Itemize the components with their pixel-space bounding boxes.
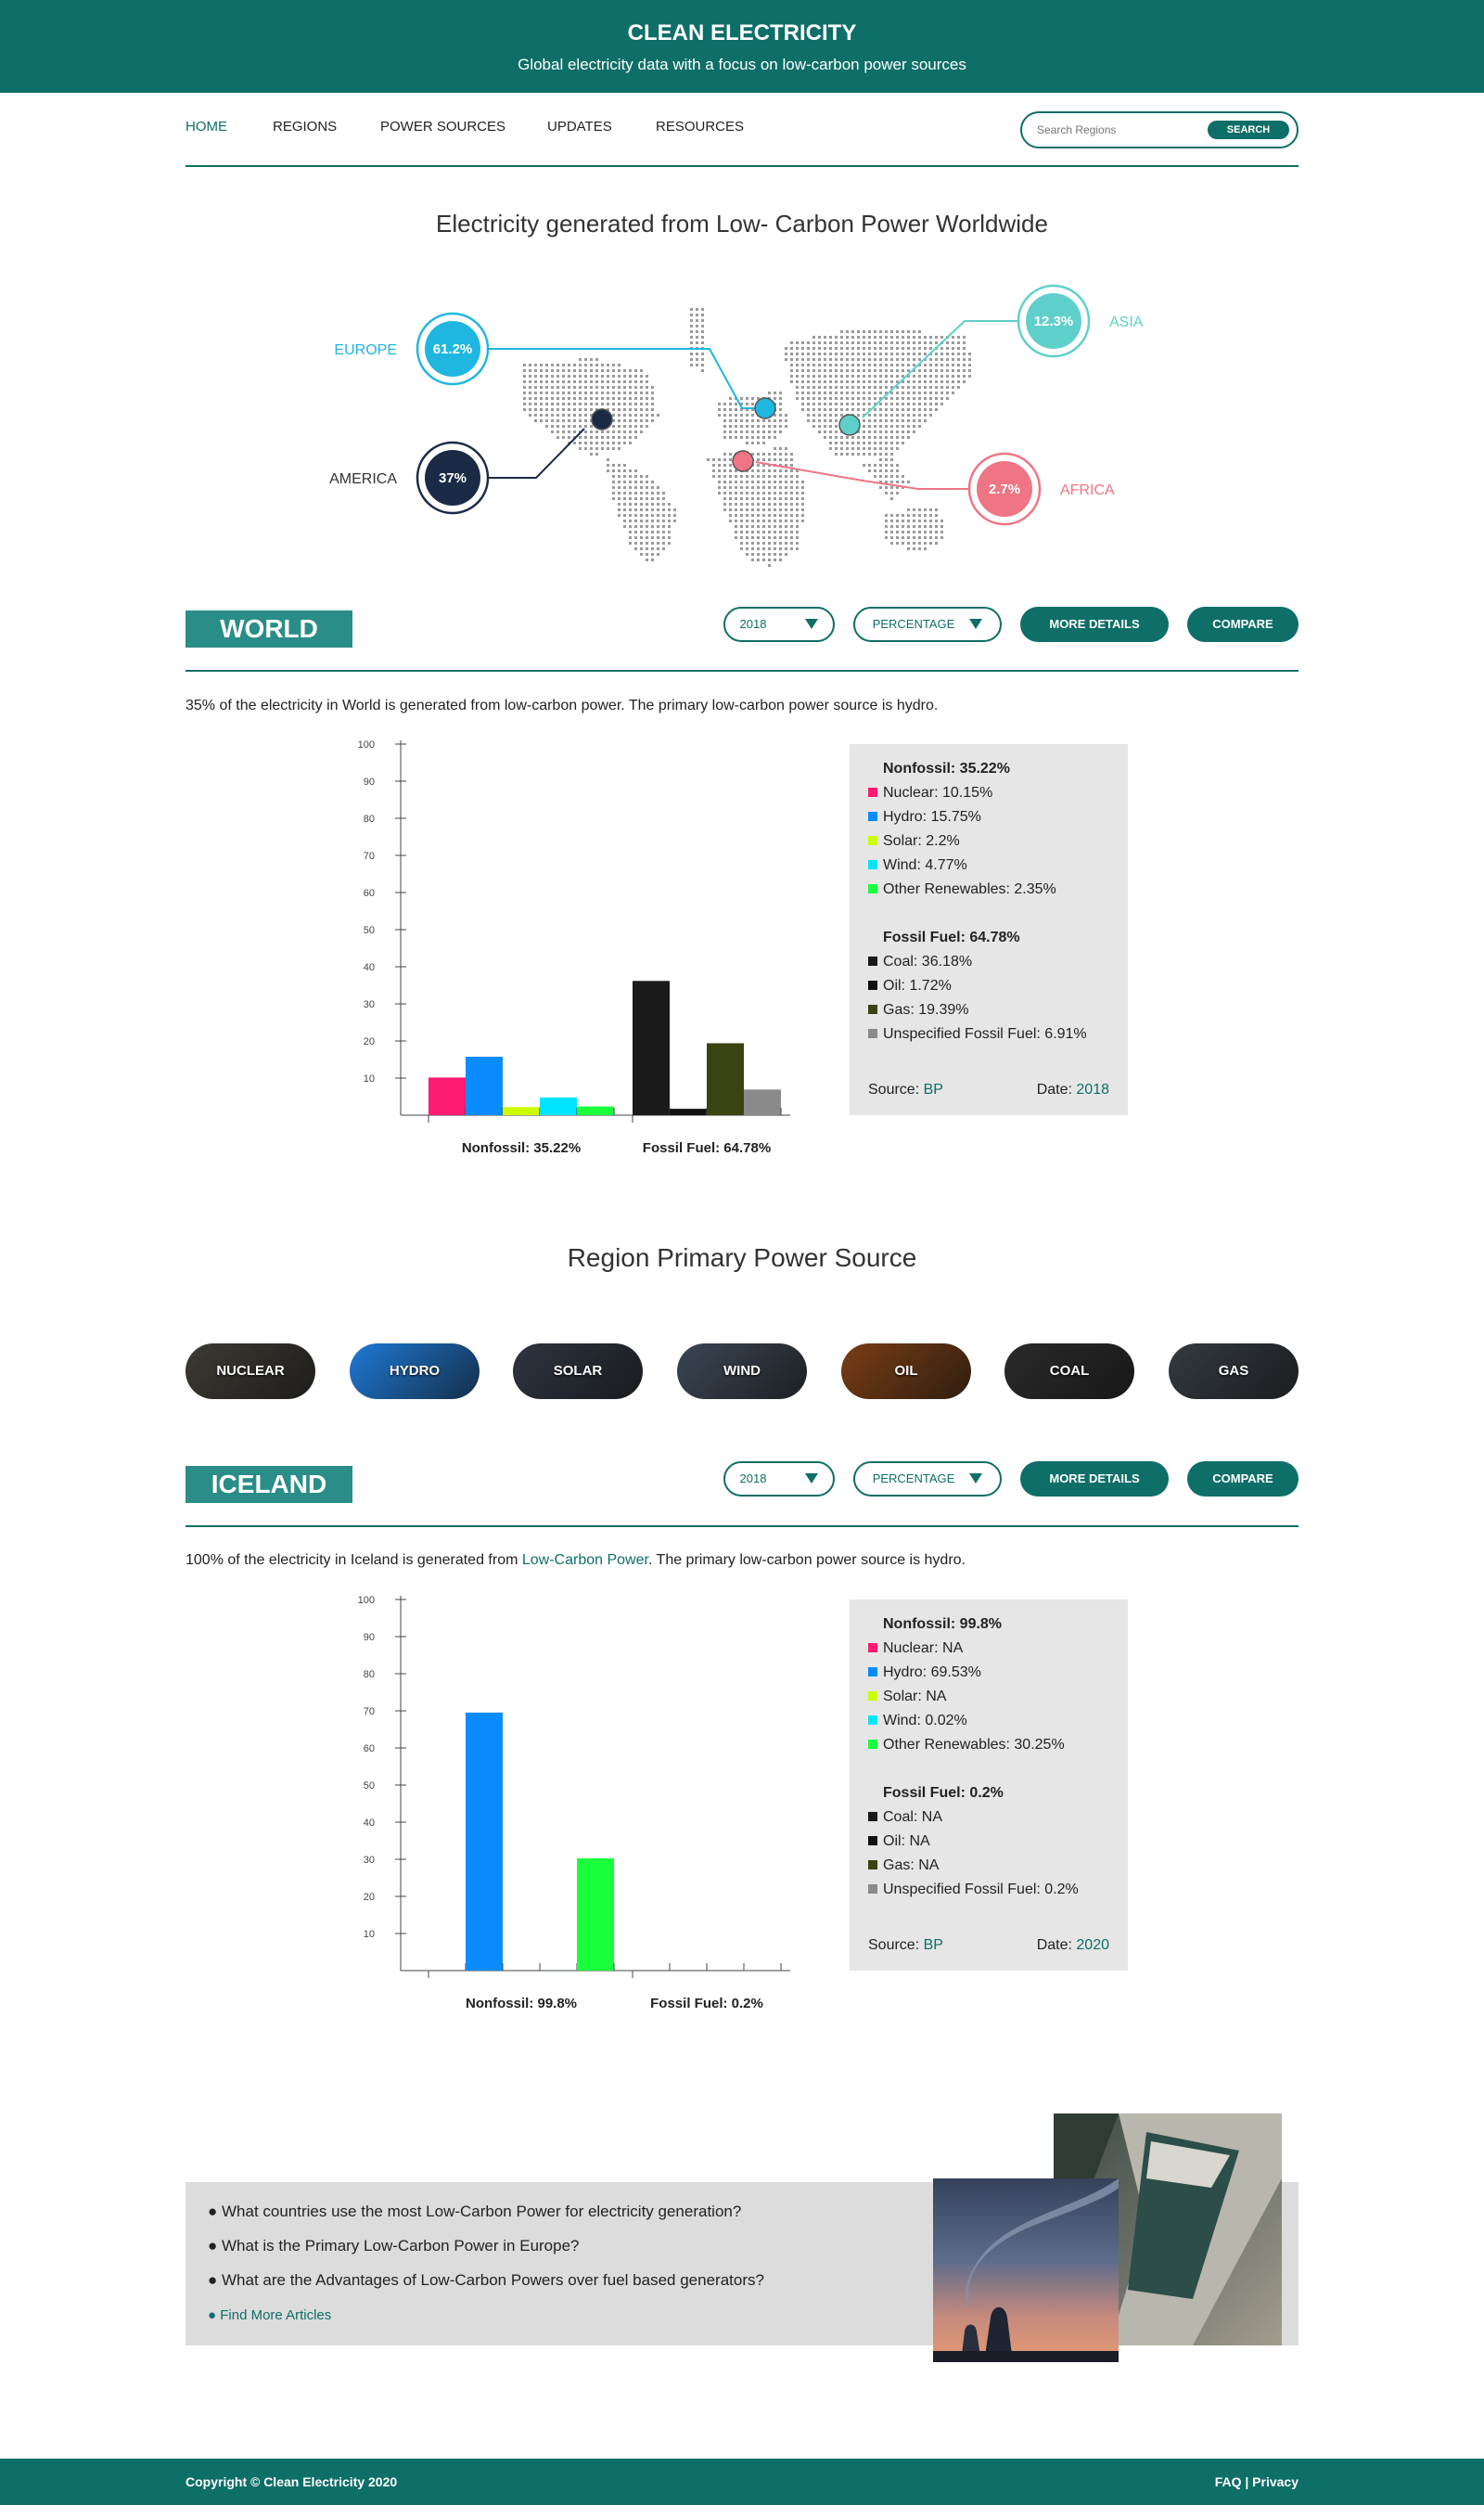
search-box <box>1020 111 1298 148</box>
swatch <box>868 1715 877 1725</box>
legend-item-oil <box>868 978 952 995</box>
region-value: 37% <box>438 470 467 486</box>
chevron-down-icon <box>805 619 818 629</box>
swatch <box>868 1643 877 1652</box>
copyright: Copyright © Clean Electricity 2020 <box>186 2474 398 2489</box>
chevron-down-icon <box>805 1473 818 1484</box>
legend-item-nuclear <box>868 1640 963 1657</box>
nav-home[interactable]: HOME <box>186 119 227 135</box>
swatch <box>868 1836 877 1845</box>
swatch <box>868 1884 877 1894</box>
legend-item-wind <box>868 1713 967 1729</box>
region-marker <box>592 409 612 430</box>
y-tick-label: 30 <box>363 999 375 1010</box>
region-value: 2.7% <box>988 482 1021 497</box>
region-value: 61.2% <box>432 341 473 357</box>
legend-item-coal <box>868 1809 942 1826</box>
map-dots <box>523 308 971 567</box>
source-link[interactable]: BP <box>923 1937 943 1953</box>
primary-source-title: Region Primary Power Source <box>567 1243 917 1272</box>
swatch <box>868 1667 877 1676</box>
bar-coal <box>633 981 670 1115</box>
iceland-legend <box>850 1599 1128 1971</box>
y-tick-label: 50 <box>363 1780 375 1792</box>
find-more-articles-link[interactable]: ● Find More Articles <box>208 2307 332 2323</box>
y-tick-label: 80 <box>363 814 375 825</box>
swatch <box>868 957 877 966</box>
source-link[interactable]: BP <box>923 1082 943 1098</box>
legend-item-nuclear <box>868 785 992 802</box>
legend-nonfossil-header: Nonfossil: 99.8% <box>883 1616 1003 1632</box>
legend-text: Nuclear: 10.15% <box>883 785 993 801</box>
legend-text: Wind: 4.77% <box>883 857 967 873</box>
bar-unspecified-fossil-fuel <box>744 1089 781 1115</box>
swatch <box>868 1029 877 1038</box>
nav-power-sources[interactable]: POWER SOURCES <box>380 119 506 135</box>
article-text: What countries use the most Low-Carbon Power for electricity generation? <box>222 2203 742 2220</box>
chevron-down-icon <box>969 619 982 629</box>
legend-item-unspecified <box>868 1026 1087 1043</box>
swatch <box>868 981 877 990</box>
swatch <box>868 1691 877 1701</box>
iceland-unit-select[interactable] <box>853 1461 1002 1497</box>
legend-source <box>868 1082 943 1098</box>
legend-item-hydro <box>868 809 981 826</box>
legend-item-other-renewables <box>868 1737 1065 1754</box>
bar-hydro <box>466 1713 503 1971</box>
swatch <box>868 788 877 797</box>
y-tick-label: 40 <box>363 1818 375 1829</box>
world-unit-select[interactable] <box>853 607 1002 642</box>
legend-item-gas <box>868 1002 969 1019</box>
world-legend <box>850 744 1128 1115</box>
source-pill-coal[interactable]: COAL <box>1004 1343 1134 1399</box>
world-more-details-button[interactable]: MORE DETAILS <box>1020 607 1169 642</box>
region-name: AFRICA <box>1060 482 1115 498</box>
legend-fossil-header: Fossil Fuel: 0.2% <box>883 1785 1004 1801</box>
bar-other-renewables <box>577 1107 614 1115</box>
region-name: ASIA <box>1109 315 1144 330</box>
source-label: Source: <box>868 1082 920 1098</box>
legend-text: Wind: 0.02% <box>883 1713 967 1728</box>
legend-item-unspecified <box>868 1882 1079 1898</box>
source-pill-nuclear[interactable]: NUCLEAR <box>186 1343 315 1399</box>
y-tick-label: 20 <box>363 1892 375 1903</box>
bar-other-renewables <box>577 1858 614 1971</box>
bar-wind <box>540 1098 577 1115</box>
article-text: What are the Advantages of Low-Carbon Powers over fuel based generators? <box>222 2271 764 2289</box>
legend-text: Gas: 19.39% <box>883 1002 969 1018</box>
legend-text: Hydro: 15.75% <box>883 809 981 825</box>
legend-item-solar <box>868 833 960 850</box>
legend-text: Unspecified Fossil Fuel: 0.2% <box>883 1882 1079 1897</box>
intro-text: . The primary low-carbon power source is hydro. <box>647 1552 966 1568</box>
y-tick-label: 10 <box>363 1929 375 1940</box>
legend-text: Hydro: 69.53% <box>883 1664 981 1680</box>
legend-text: Coal: 36.18% <box>883 954 973 970</box>
legend-item-solar <box>868 1689 946 1705</box>
legend-item-hydro <box>868 1664 981 1681</box>
swatch <box>868 1740 877 1749</box>
search-button[interactable]: SEARCH <box>1208 121 1289 139</box>
date-value: 2020 <box>1076 1937 1109 1953</box>
bar-gas <box>707 1043 744 1115</box>
region-marker <box>733 451 753 471</box>
swatch <box>868 836 877 845</box>
site-footer <box>0 2459 1484 2505</box>
world-compare-button[interactable]: COMPARE <box>1187 607 1298 642</box>
region-name: EUROPE <box>334 342 397 358</box>
swatch <box>868 812 877 821</box>
bar-solar <box>503 1107 540 1115</box>
source-pill-oil[interactable]: OIL <box>841 1343 971 1399</box>
y-tick-label: 100 <box>357 739 375 751</box>
world-year-value: 2018 <box>739 617 767 631</box>
nav-divider <box>186 165 1298 167</box>
iceland-compare-button[interactable]: COMPARE <box>1187 1461 1298 1497</box>
world-year-select[interactable] <box>723 607 835 642</box>
swatch <box>868 884 877 893</box>
y-tick-label: 10 <box>363 1073 375 1085</box>
legend-item-oil <box>868 1833 930 1850</box>
region-value: 12.3% <box>1033 314 1074 329</box>
bar-hydro <box>466 1057 503 1115</box>
cooling-tower-photo <box>933 2178 1119 2362</box>
legend-item-gas <box>868 1857 939 1874</box>
y-tick-label: 100 <box>357 1595 375 1606</box>
world-divider <box>186 670 1298 672</box>
region-name: AMERICA <box>329 471 397 487</box>
swatch <box>868 1005 877 1014</box>
nav-regions[interactable]: REGIONS <box>273 119 338 135</box>
world-map <box>0 269 1484 575</box>
date-label: Date: <box>1036 1082 1072 1098</box>
nav-resources[interactable]: RESOURCES <box>656 119 745 135</box>
nav-updates[interactable]: UPDATES <box>547 119 612 135</box>
category-label: Fossil Fuel: 0.2% <box>650 1996 763 2011</box>
date-label: Date: <box>1036 1937 1072 1953</box>
more-text: Find More Articles <box>220 2307 332 2323</box>
swatch <box>868 1812 877 1821</box>
legend-fossil-header: Fossil Fuel: 64.78% <box>883 930 1020 945</box>
article-link[interactable]: ● What are the Advantages of Low-Carbon Powers over fuel based generators? <box>208 2271 764 2289</box>
iceland-more-details-button[interactable]: MORE DETAILS <box>1020 1461 1169 1497</box>
legend-date <box>1037 1937 1109 1954</box>
source-pill-hydro[interactable]: HYDRO <box>350 1343 480 1399</box>
legend-date <box>1037 1082 1109 1098</box>
legend-text: Gas: NA <box>883 1857 940 1873</box>
y-tick-label: 40 <box>363 962 375 973</box>
legend-text: Other Renewables: 30.25% <box>883 1737 1065 1753</box>
article-link[interactable]: ● What countries use the most Low-Carbon Power for electricity generation? <box>208 2203 742 2220</box>
site-header <box>0 0 1484 93</box>
legend-text: Oil: 1.72% <box>883 978 952 994</box>
world-intro: 35% of the electricity in World is generated from low-carbon power. The primary low-carbon power source is hydro. <box>186 698 939 713</box>
legend-text: Unspecified Fossil Fuel: 6.91% <box>883 1026 1087 1042</box>
footer-links[interactable]: FAQ | Privacy <box>1214 2474 1298 2489</box>
site-title: CLEAN ELECTRICITY <box>627 20 857 45</box>
y-tick-label: 60 <box>363 888 375 899</box>
source-pill-gas[interactable]: GAS <box>1169 1343 1298 1399</box>
intro-text: 100% of the electricity in Iceland is generated from <box>186 1552 522 1568</box>
iceland-year-value: 2018 <box>739 1471 767 1485</box>
search-input[interactable] <box>1037 122 1213 138</box>
y-tick-label: 70 <box>363 851 375 862</box>
chevron-down-icon <box>969 1473 982 1484</box>
legend-item-coal <box>868 954 972 970</box>
source-pill-wind[interactable]: WIND <box>677 1343 807 1399</box>
bar-nuclear <box>429 1077 466 1115</box>
source-pill-solar[interactable]: SOLAR <box>513 1343 643 1399</box>
region-marker <box>755 398 775 418</box>
legend-text: Nuclear: NA <box>883 1640 964 1656</box>
site-subtitle: Global electricity data with a focus on low-carbon power sources <box>518 56 966 73</box>
callout-line <box>482 429 584 478</box>
legend-text: Oil: NA <box>883 1833 930 1849</box>
y-tick-label: 90 <box>363 777 375 788</box>
iceland-year-select[interactable] <box>723 1461 835 1497</box>
bar-unspecified-fossil-fuel <box>744 1970 781 1971</box>
y-tick-label: 70 <box>363 1706 375 1717</box>
source-label: Source: <box>868 1937 920 1953</box>
low-carbon-link[interactable]: Low-Carbon Power <box>521 1552 648 1568</box>
article-link[interactable]: ● What is the Primary Low-Carbon Power in Europe? <box>208 2237 580 2254</box>
legend-text: Coal: NA <box>883 1809 943 1825</box>
date-value: 2018 <box>1076 1082 1109 1098</box>
region-marker <box>839 415 860 435</box>
article-text: What is the Primary Low-Carbon Power in Europe? <box>222 2237 580 2254</box>
category-label: Fossil Fuel: 64.78% <box>642 1140 772 1156</box>
legend-text: Other Renewables: 2.35% <box>883 881 1056 897</box>
y-tick-label: 60 <box>363 1743 375 1754</box>
y-tick-label: 30 <box>363 1855 375 1866</box>
y-tick-label: 80 <box>363 1669 375 1680</box>
legend-text: Solar: 2.2% <box>883 833 960 849</box>
legend-text: Solar: NA <box>883 1689 947 1704</box>
swatch <box>868 1860 877 1869</box>
legend-item-wind <box>868 857 967 874</box>
map-title: Electricity generated from Low- Carbon Power Worldwide <box>436 210 1048 238</box>
iceland-divider <box>186 1525 1298 1527</box>
category-label: Nonfossil: 35.22% <box>461 1140 582 1156</box>
iceland-badge: ICELAND <box>186 1466 352 1503</box>
y-tick-label: 90 <box>363 1632 375 1643</box>
iceland-bar-chart <box>343 1588 807 2024</box>
y-tick-label: 20 <box>363 1036 375 1047</box>
bar-oil <box>670 1109 707 1115</box>
legend-source <box>868 1937 943 1954</box>
world-unit-value: PERCENTAGE <box>872 617 955 631</box>
category-label: Nonfossil: 99.8% <box>465 1996 578 2011</box>
y-tick-label: 50 <box>363 925 375 936</box>
iceland-intro <box>186 1552 966 1569</box>
iceland-unit-value: PERCENTAGE <box>872 1471 955 1485</box>
world-bar-chart <box>343 733 807 1169</box>
world-badge: WORLD <box>186 610 352 648</box>
legend-nonfossil-header: Nonfossil: 35.22% <box>883 761 1010 777</box>
swatch <box>868 860 877 869</box>
legend-item-other-renewables <box>868 881 1056 898</box>
